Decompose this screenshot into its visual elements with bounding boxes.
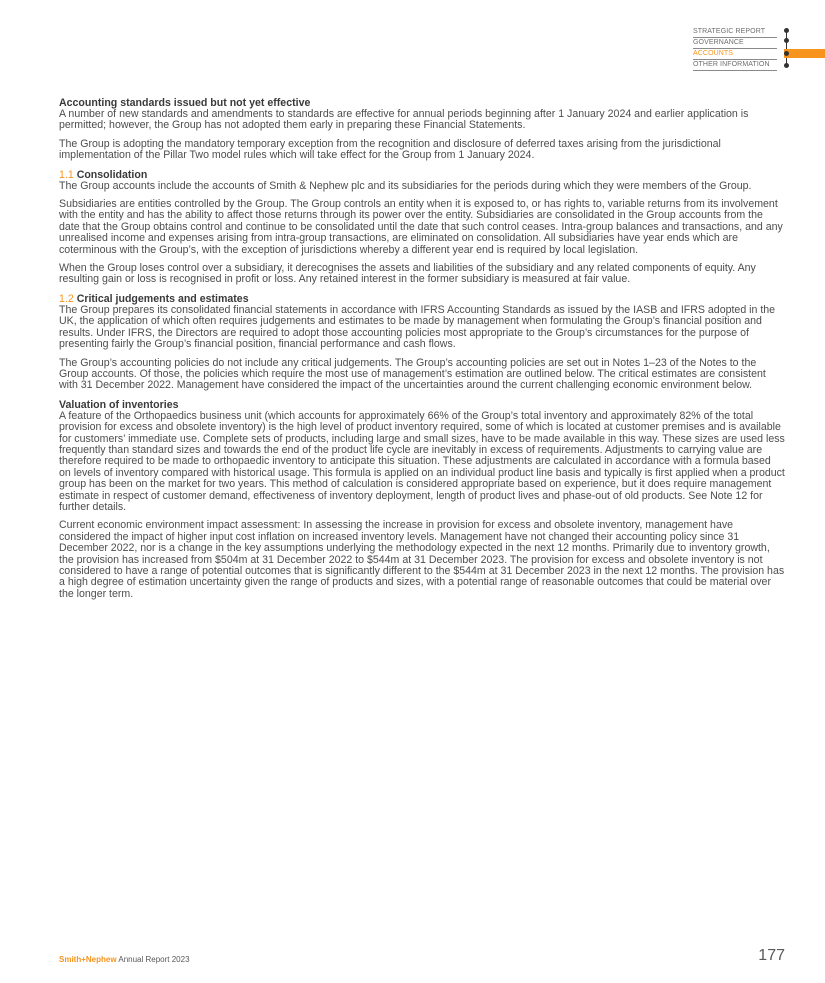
page-number: 177	[758, 947, 785, 964]
nav-marker-dot	[784, 63, 789, 68]
report-title: Annual Report 2023	[118, 955, 190, 964]
section-number: 1.2	[59, 292, 74, 305]
section-title: Critical judgements and estimates	[76, 292, 249, 305]
page-content	[59, 97, 785, 607]
nav-timeline-line	[786, 30, 787, 66]
brand-name: Smith+Nephew	[59, 955, 117, 964]
paragraph: When the Group loses control over a subsidiary, it derecognises the assets and liabilities of the subsidiary and any related components of equity. Any resulting gain or loss is recognised in profit or loss. Any retained interest in the former subsidiary is measured at fair value.	[59, 262, 756, 286]
paragraph: The Group accounts include the accounts of Smith & Nephew plc and its subsidiaries for the periods during which they were members of the Group.	[59, 179, 752, 192]
paragraph: The Group prepares its consolidated financial statements in accordance with IFRS Accounting Standards as issued by the IASB and IFRS adopted in the UK, the application of which often requires judgements and estimates to be made by management when formulating the Group’s financial position and results. Under IFRS, the Directors are required to adopt those accounting policies most appropriate to the Group’s circumstances for the purpose of presenting fairly the Group’s financial position, financial performance and cash flows.	[59, 303, 776, 351]
nav-item-accounts[interactable]: ACCOUNTS	[693, 49, 777, 60]
section-number: 1.1	[59, 168, 74, 181]
paragraph: Current economic environment impact assessment: In assessing the increase in provision for excess and obsolete inventory, management have considered the impact of higher input cost inflation on increased inventory levels. Management have not changed their accounting policy since 31 December 2022, nor is a change in the key assumptions underlying the methodology expected in the next 12 months. Primarily due to inventory growth, the provision has increased from $504m at 31 December 2022 to $544m at 31 December 2023. The provision for excess and obsolete inventory is not considered to have a range of potential outcomes that is significantly different to the $544m at 31 December 2023 in the next 12 months. The provision has a high degree of estimation uncertainty given the range of products and sizes, with a potential range of reasonable outcomes that could be material over the longer term.	[59, 519, 785, 600]
paragraph: The Group’s accounting policies do not include any critical judgements. The Group’s accounting policies are set out in Notes 1–23 of the Notes to the Group accounts. Of those, the policies which require the most use of management’s estimation are outlined below. The critical estimates are consistent with 31 December 2022. Management have considered the impact of the uncertainties around the current challenging economic environment below.	[59, 356, 766, 392]
nav-marker-dot-active	[784, 51, 789, 56]
paragraph: A number of new standards and amendments to standards are effective for annual periods beginning after 1 January 2024 and earlier application is permitted; however, the Group has not adopted them early in preparing these Financial Statements.	[59, 108, 749, 132]
paragraph: The Group is adopting the mandatory temporary exception from the recognition and disclosure of deferred taxes arising from the jurisdictional implementation of the Pillar Two model rules which will take effect for the Group from 1 January 2024.	[59, 137, 721, 162]
section-heading-accounting-standards: Accounting standards issued but not yet effective	[59, 97, 311, 109]
section-navigation	[693, 27, 825, 71]
nav-item-governance[interactable]: GOVERNANCE	[693, 38, 777, 49]
section-heading-valuation-of-inventories: Valuation of inventories	[59, 398, 179, 411]
paragraph: Subsidiaries are entities controlled by the Group. The Group controls an entity when it is exposed to, or has rights to, variable returns from its involvement with the entity and has the ability to affect those returns through its power over the entity. Subsidiaries are consolidated in the Group accounts from the date that the Group obtains control and continue to be consolidated until the date that such control ceases. Intra-group balances and transactions, and any unrealised income and expenses arising from intra-group transactions, are eliminated on consolidation. All subsidiaries have year ends which are coterminous with the Group’s, with the exception of jurisdictions whereby a different year end is required by local legislation.	[59, 198, 783, 256]
footer-report-label	[59, 955, 190, 965]
section-title: Consolidation	[76, 168, 148, 181]
nav-active-indicator	[784, 49, 825, 58]
nav-marker-dot	[784, 38, 789, 43]
nav-item-other-information[interactable]: OTHER INFORMATION	[693, 60, 777, 71]
paragraph: A feature of the Orthopaedics business unit (which accounts for approximately 66% of the Group’s total inventory and approximately 82% of the total provision for excess and obsolete inventory) is the high level of product inventory required, some of which is located at customer premises and is available for customers’ immediate use. Complete sets of products, including large and small sizes, have to be made available in this way. These sizes are used less frequently than standard sizes and towards the end of the product life cycle are inevitably in excess of requirements. Adjustments to carrying value are therefore required to be made to orthopaedic inventory to anticipate this situation. These adjustments are calculated in accordance with a formula based on levels of inventory compared with historical usage. This formula is applied on an individual product line basis and typically is first applied when a product group has been on the market for two years. This method of calculation is considered appropriate based on experience, but it does require management estimate in respect of customer demand, effectiveness of inventory deployment, length of product lives and phase-out of old products. See Note 12 for further details.	[59, 409, 785, 513]
nav-item-strategic-report[interactable]: STRATEGIC REPORT	[693, 27, 777, 38]
section-heading-consolidation	[59, 169, 785, 181]
nav-marker-dot	[784, 28, 789, 33]
